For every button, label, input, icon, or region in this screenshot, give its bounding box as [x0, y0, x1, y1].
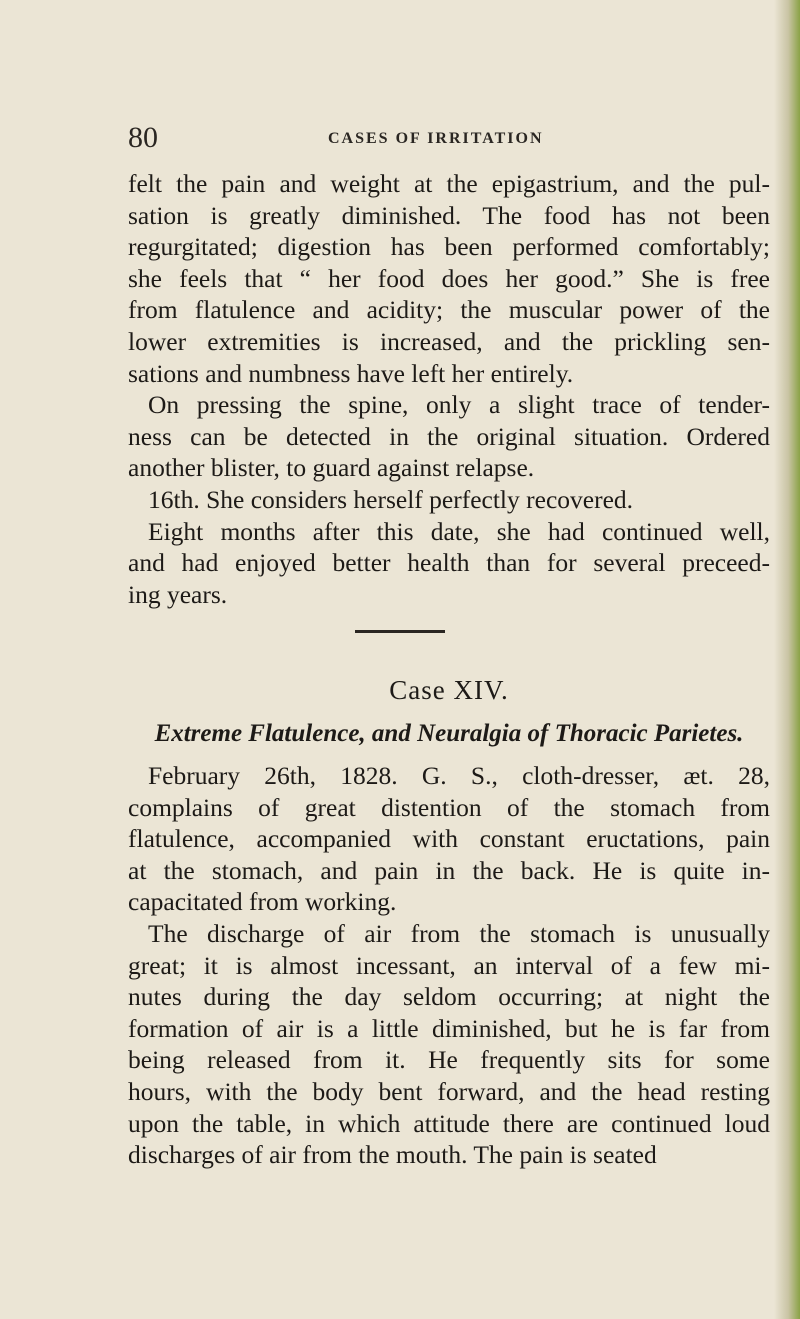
text-line: from flatulence and acidity; the muscular power of the [128, 295, 770, 325]
text-line: upon the table, in which attitude there are continued loud [128, 1108, 770, 1138]
text-line: discharges of air from the mouth. The pain is seated [128, 1140, 657, 1170]
text-line: she feels that “ her food does her good.” She is free [128, 263, 770, 293]
text-line: at the stomach, and pain in the back. He is quite in- [128, 855, 770, 885]
text-line: formation of air is a little diminished, but he is far from [128, 1013, 770, 1043]
text-line: Eight months after this date, she had continued well, [148, 516, 770, 546]
text-line: capacitated from working. [128, 887, 397, 917]
text-line: regurgitated; digestion has been performed comfortably; [128, 232, 770, 262]
section-divider-rule [355, 630, 445, 633]
text-line: being released from it. He frequently sits for some [128, 1045, 770, 1075]
text-line: felt the pain and weight at the epigastrium, and the pul- [128, 169, 770, 198]
body-text-bottom [128, 760, 770, 1171]
text-line: On pressing the spine, only a slight trace of tender- [148, 390, 770, 420]
running-head [128, 120, 778, 156]
text-line: lower extremities is increased, and the prickling sen- [128, 326, 770, 356]
text-line: February 26th, 1828. G. S., cloth-dresser, æt. 28, [148, 761, 770, 790]
text-line: great; it is almost incessant, an interval of a few mi- [128, 950, 770, 980]
text-line: ness can be detected in the original situation. Ordered [128, 421, 770, 451]
body-text-top [128, 168, 770, 610]
text-line: sations and numbness have left her entirely. [128, 358, 574, 388]
text-line: sation is greatly diminished. The food has not been [128, 200, 770, 230]
text-line: flatulence, accompanied with constant eructations, pain [128, 824, 770, 854]
text-line: nutes during the day seldom occurring; at night the [128, 982, 770, 1012]
text-line: complains of great distention of the stomach from [128, 792, 770, 822]
page-edge-shadow [774, 0, 800, 1319]
text-line: hours, with the body bent forward, and the head resting [128, 1076, 770, 1106]
running-title: CASES OF IRRITATION [328, 130, 544, 147]
text-line: and had enjoyed better health than for several preceed- [128, 548, 770, 578]
text-line: another blister, to guard against relapse. [128, 453, 535, 483]
case-heading: Case XIV. [389, 675, 509, 705]
text-line: 16th. She considers herself perfectly recovered. [148, 484, 634, 514]
case-subtitle: Extreme Flatulence, and Neuralgia of Thoracic Parietes. [154, 720, 744, 747]
text-line: The discharge of air from the stomach is unusually [148, 918, 770, 948]
page-number: 80 [128, 121, 158, 154]
text-line: ing years. [128, 579, 228, 609]
